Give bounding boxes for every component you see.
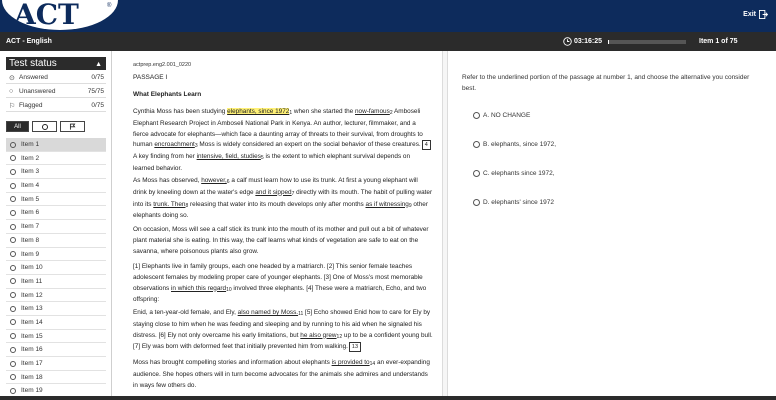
test-status-header[interactable] xyxy=(6,57,106,70)
flag-icon: ⚐ xyxy=(9,103,16,110)
status-label: Answered xyxy=(19,74,48,81)
sidebar-item-label: Item 5 xyxy=(21,195,40,203)
text: when she started the xyxy=(292,108,355,115)
underlined-portion-2[interactable]: now-famous xyxy=(355,108,390,115)
question-number-8: 8 xyxy=(185,202,189,209)
unanswered-icon xyxy=(10,210,16,216)
test-progress-bar xyxy=(608,40,686,44)
question-prompt: Refer to the underlined portion of the passage at number 1, and choose the alternative you consider best. xyxy=(462,74,750,92)
underlined-portion-8[interactable]: trunk. Then xyxy=(153,200,186,208)
underlined-portion-9[interactable]: as if witnessing xyxy=(365,200,409,208)
passage-id: actprep.eng2.001_0220 xyxy=(133,62,192,68)
sidebar-item[interactable] xyxy=(6,234,106,248)
question-number-9: 9 xyxy=(408,202,412,209)
sidebar-item[interactable] xyxy=(6,371,106,385)
question-number-7: 7 xyxy=(291,190,295,197)
text: Moss has brought compelling stories and information about elephants xyxy=(133,359,332,366)
sidebar-item[interactable] xyxy=(6,165,106,179)
sidebar-item-label: Item 13 xyxy=(21,305,43,313)
timer: 03:16:25 xyxy=(574,38,603,45)
question-number-1: 1 xyxy=(289,110,293,116)
paragraph-3: On occasion, Moss will see a calf stick its trunk into the mouth of its mother and pull out a bit of whatever plant material she is eating. In this way, the calf learns what kinds of vegetation are safe to eat on the savanna, where poisonous plants also grow. xyxy=(133,226,429,255)
sidebar-item[interactable] xyxy=(6,357,106,371)
progress-fill xyxy=(608,40,609,44)
sidebar-item-label: Item 2 xyxy=(21,154,40,162)
item-filter-bar xyxy=(6,121,106,133)
exit-button[interactable] xyxy=(743,10,768,19)
text: a calf must learn how to use its trunk. At first a young elephant will drink by kneeling down at the water's edge xyxy=(133,177,418,196)
act-logo xyxy=(2,0,118,30)
sidebar-item[interactable] xyxy=(6,289,106,303)
sidebar-item-label: Item 16 xyxy=(21,346,43,354)
unanswered-icon xyxy=(10,278,16,284)
filter-all-label: All xyxy=(14,123,21,130)
sidebar-item[interactable] xyxy=(6,330,106,344)
sidebar-item[interactable] xyxy=(6,138,106,152)
unanswered-icon xyxy=(10,361,16,367)
radio-button[interactable] xyxy=(473,112,480,119)
sidebar-item-label: Item 7 xyxy=(21,223,40,231)
paragraph-1 xyxy=(133,107,433,175)
exit-icon xyxy=(759,10,768,19)
logo-registered-mark: ® xyxy=(107,3,112,9)
passage-scrollbar[interactable] xyxy=(442,51,448,396)
text: directly with its mouth. The habit of pulling water into its xyxy=(133,188,433,208)
question-number-6: 6 xyxy=(226,179,230,185)
text: [5] Echo showed Enid how to care for Ely by staying close to him when he was feeding and sleeping and by running to his aid when he signaled his distress. [6] Ely not only overcame his early limitations, but xyxy=(133,309,431,339)
paragraph-5 xyxy=(133,308,433,353)
status-label: Flagged xyxy=(19,102,43,109)
underlined-portion-6[interactable]: however, xyxy=(201,177,227,184)
top-header xyxy=(0,0,776,32)
underlined-portion-14[interactable]: is provided to xyxy=(331,359,370,366)
option-label: D. elephants' since 1972 xyxy=(483,199,554,206)
text: releasing that water into its mouth develops only after months xyxy=(188,200,366,208)
answered-icon: ⊙ xyxy=(9,75,15,82)
unanswered-icon xyxy=(10,251,16,257)
status-unanswered xyxy=(6,86,106,98)
test-info-bar xyxy=(0,32,776,51)
test-status-sidebar xyxy=(0,51,112,396)
unanswered-icon xyxy=(10,196,16,202)
passage-title: What Elephants Learn xyxy=(133,91,202,98)
status-count: 0/75 xyxy=(91,74,104,81)
question-number-3: 3 xyxy=(194,143,198,150)
unanswered-icon xyxy=(10,169,16,175)
item-list xyxy=(6,138,106,396)
unanswered-icon xyxy=(10,388,16,394)
item-position: Item 1 of 75 xyxy=(699,38,738,45)
text: Amboseli Elephant Research Project in Amboseli National Park in Kenya. An author, lecturer, filmmaker, and a fierce advocate for elephants—which face a daunting array of threats to their survival, from droughts to human xyxy=(133,108,423,149)
question-number-14: 14 xyxy=(369,361,376,367)
question-number-10: 10 xyxy=(226,286,232,293)
test-status-title: Test status xyxy=(9,58,57,69)
sidebar-item[interactable] xyxy=(6,384,106,396)
filter-unanswered-button[interactable] xyxy=(32,121,57,132)
text: other elephants doing so. xyxy=(133,200,428,220)
unanswered-icon xyxy=(10,333,16,339)
text: up to be a confident young bull. [7] Ely was born with deformed feet that initially prevented him from walking. xyxy=(133,331,433,351)
test-name: ACT - English xyxy=(6,38,52,45)
text: is the extent to which elephant survival depends on learned behavior. xyxy=(133,153,411,172)
sidebar-item-label: Item 11 xyxy=(21,277,43,285)
unanswered-icon xyxy=(10,347,16,353)
sidebar-item-label: Item 19 xyxy=(21,387,43,395)
underlined-portion-5[interactable]: intensive, field, studies xyxy=(196,153,261,161)
underlined-portion-12[interactable]: he also grew xyxy=(300,331,337,339)
sidebar-item[interactable] xyxy=(6,316,106,330)
sidebar-item[interactable] xyxy=(6,220,106,234)
unanswered-icon xyxy=(10,183,16,189)
sidebar-item[interactable] xyxy=(6,206,106,220)
unanswered-icon xyxy=(10,374,16,380)
underlined-portion-7[interactable]: and it sipped xyxy=(255,188,292,196)
status-label: Unanswered xyxy=(19,88,56,95)
flag-filter-icon xyxy=(69,123,76,130)
underlined-portion-11[interactable]: also named by Moss. xyxy=(237,309,299,316)
radio-button[interactable] xyxy=(473,170,480,177)
boxed-question-13[interactable]: 13 xyxy=(349,342,361,352)
status-count: 0/75 xyxy=(91,102,104,109)
text: As Moss has observed, xyxy=(133,177,202,184)
unanswered-icon xyxy=(10,265,16,271)
option-label: C. elephants since 1972, xyxy=(483,170,555,177)
sidebar-item-label: Item 3 xyxy=(21,168,40,176)
unanswered-icon xyxy=(10,237,16,243)
status-count: 75/75 xyxy=(87,88,104,95)
collapse-caret-icon[interactable]: ▲ xyxy=(95,61,102,68)
question-number-5: 5 xyxy=(260,155,264,162)
text: A key finding from her xyxy=(133,153,197,161)
filter-all-button[interactable] xyxy=(6,121,29,132)
sidebar-item-label: Item 10 xyxy=(21,264,43,272)
sidebar-item-label: Item 6 xyxy=(21,209,40,217)
sidebar-item-label: Item 8 xyxy=(21,236,40,244)
text: Enid, a ten-year-old female, and Ely, xyxy=(133,309,238,316)
passage-panel xyxy=(123,51,434,396)
paragraph-4 xyxy=(133,262,433,306)
unanswered-icon xyxy=(10,155,16,161)
text: involved three elephants. [4] These were a matriarch, Echo, and two offspring: xyxy=(133,284,427,304)
sidebar-item[interactable] xyxy=(6,248,106,262)
sidebar-item-label: Item 17 xyxy=(21,360,43,367)
paragraph-2 xyxy=(133,176,433,222)
radio-button[interactable] xyxy=(473,199,480,206)
filter-flagged-button[interactable] xyxy=(60,121,85,132)
text: [1] Elephants live in family groups, each one headed by a matriarch. [2] This senior female teaches adolescent females by modeling proper care of younger elephants. [3] One of Moss's most memorable observations xyxy=(133,263,423,292)
status-flagged xyxy=(6,100,106,112)
sidebar-item-label: Item 9 xyxy=(21,250,40,258)
passage-label: PASSAGE I xyxy=(133,74,168,81)
unanswered-icon xyxy=(10,142,16,148)
exit-label: Exit xyxy=(743,11,756,18)
clock-icon xyxy=(563,37,572,46)
logo-text: ACT xyxy=(14,0,79,30)
text: Moss is widely considered an expert on the social behavior of these creatures. xyxy=(197,141,421,149)
option-label: B. elephants, since 1972, xyxy=(483,141,556,148)
boxed-question-4[interactable]: 4 xyxy=(422,140,431,150)
bottom-bar xyxy=(0,396,776,400)
question-number-11: 11 xyxy=(298,311,304,317)
underlined-portion-10[interactable]: in which this regard xyxy=(171,284,227,292)
unanswered-icon: ○ xyxy=(9,88,14,95)
sidebar-item[interactable] xyxy=(6,343,106,357)
sidebar-item[interactable] xyxy=(6,302,106,316)
underlined-portion-1[interactable]: elephants, since 1972 xyxy=(227,108,290,115)
sidebar-item-label: Item 14 xyxy=(21,318,43,326)
unanswered-icon xyxy=(10,292,16,298)
underlined-portion-3[interactable]: encroachment xyxy=(154,141,195,149)
sidebar-item[interactable] xyxy=(6,261,106,275)
question-number-12: 12 xyxy=(336,333,343,340)
sidebar-item-label: Item 1 xyxy=(21,141,40,148)
sidebar-item[interactable] xyxy=(6,179,106,193)
unanswered-icon xyxy=(10,319,16,325)
unanswered-icon xyxy=(10,306,16,312)
text: an ever-expanding audience. She hopes others will in turn become advocates for the animals she admires and understands in ways few others do. xyxy=(133,359,430,389)
unanswered-filter-icon xyxy=(42,124,48,130)
sidebar-item-label: Item 18 xyxy=(21,373,43,381)
status-answered xyxy=(6,72,106,84)
sidebar-item-label: Item 4 xyxy=(21,182,40,190)
sidebar-item[interactable] xyxy=(6,193,106,207)
text: Cynthia Moss has been studying xyxy=(133,108,228,115)
sidebar-item[interactable] xyxy=(6,152,106,166)
paragraph-6 xyxy=(133,358,433,391)
sidebar-item[interactable] xyxy=(6,275,106,289)
radio-button[interactable] xyxy=(473,141,480,148)
question-number-2: 2 xyxy=(389,110,393,116)
sidebar-item-label: Item 15 xyxy=(21,332,43,340)
sidebar-item-label: Item 12 xyxy=(21,291,43,299)
unanswered-icon xyxy=(10,224,16,230)
option-label: A. NO CHANGE xyxy=(483,112,531,119)
